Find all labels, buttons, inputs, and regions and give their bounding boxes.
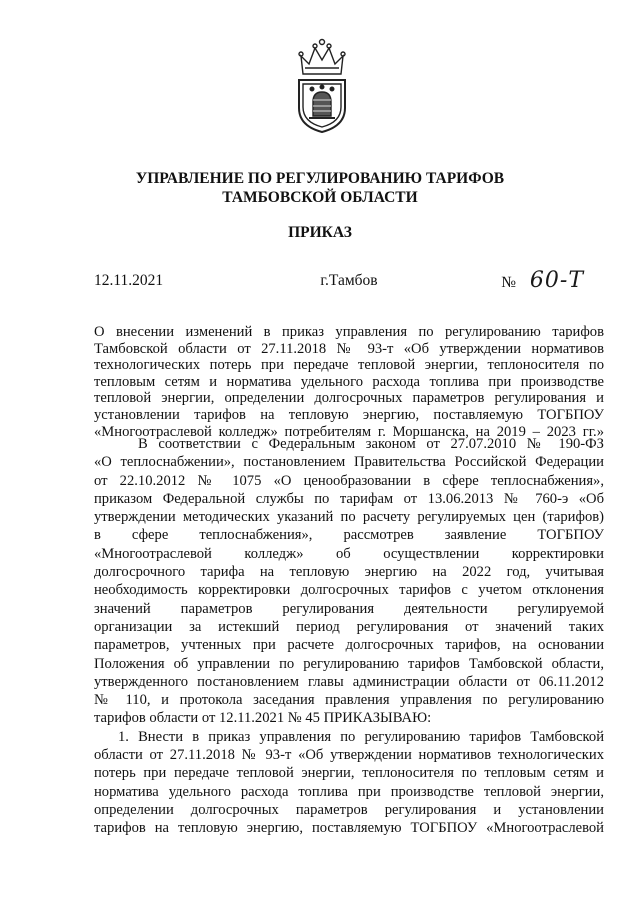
body-line: в сфере теплоснабжения», рассмотрев заявление ТОГБПОУ [94,527,604,544]
order-subject [94,324,604,440]
subject-line: тепловым сетям и норматива удельного расхода топлива при производстве [94,373,604,390]
organization-name-line2: ТАМБОВСКОЙ ОБЛАСТИ [222,189,418,206]
subject-line: тепловой энергии, определении долгосрочных параметров регулирования и [94,390,604,407]
body-line: тарифов на тепловую энергию, поставляемую ТОГБПОУ «Многоотраслевой [94,820,604,837]
body-line: 1. Внести в приказ управления по регулированию тарифов Тамбовской [118,728,604,745]
organization-name-line1: УПРАВЛЕНИЕ ПО РЕГУЛИРОВАНИЮ ТАРИФОВ [135,170,505,187]
handwritten-number: 60-Т [529,268,584,293]
body-line: приказом Федеральной службы по тарифам от 13.06.2013 № 760-э «Об [94,490,604,507]
document-type-title: ПРИКАЗ [288,224,352,241]
document-date: 12.11.2021 [94,272,164,289]
document-number [501,268,584,293]
subject-line: О внесении изменений в приказ управления по регулированию тарифов [94,324,604,340]
subject-line: установлении тарифов на тепловую энергию, поставляемую ТОГБПОУ [94,406,604,423]
body-line: тарифов области от 12.11.2021 № 45 ПРИКАЗЫВАЮ: [94,710,432,727]
body-line: Положения об управлении по регулированию тарифов Тамбовской области, [94,655,604,672]
body-line: параметров, учтенных при расчете долгосрочных тарифов, на основании [94,637,604,654]
body-line: долгосрочного тарифа на тепловую энергию на 2022 год, учитывая [94,564,604,581]
body-line: В соответствии с Федеральным законом от 27.07.2010 № 190-ФЗ [138,436,604,452]
coat-of-arms-icon [293,36,351,134]
body-line: норматива удельного расхода топлива при производстве тепловой энергии, [94,783,604,800]
body-line: области от 27.11.2018 № 93-т «Об утверждении нормативов технологических [94,747,604,764]
body-line: потерь при передаче тепловой энергии, теплоносителя по тепловым сетям и [94,765,604,782]
body-line: № 110, и протокола заседания правления управления по регулированию [94,692,604,709]
subject-line: Тамбовской области от 27.11.2018 № 93-т «Об утверждении нормативов [94,340,604,357]
subject-line: технологических потерь при передаче тепловой энергии, теплоносителя по [94,357,604,374]
document-meta-row [94,268,604,302]
subject-line: «Многоотраслевой колледж» потребителям г. Моршанска, на 2019 – 2023 гг.» [94,423,604,440]
number-sign: № [501,274,517,291]
body-line: утверждении методических указаний по расчету регулируемых цен (тарифов) [94,509,604,526]
body-line: организации за истекший период регулирования от значений таких [94,618,604,635]
document-city: г.Тамбов [320,272,378,289]
body-line: «Многоотраслевой колледж» об осуществлении корректировки [94,545,604,562]
order-body [94,435,604,838]
body-line: утвержденного постановлением главы администрации области от 06.11.2012 [94,673,604,690]
body-line: «О теплоснабжении», постановлением Правительства Российской Федерации [94,454,604,471]
body-line: значений параметров регулирования деятельности регулируемой [94,600,604,617]
body-line: от 22.10.2012 № 1075 «О ценообразовании в сфере теплоснабжения», [94,472,604,489]
body-line: необходимость корректировки долгосрочных тарифов с учетом отклонения [94,582,604,599]
body-line: определении долгосрочных параметров регулирования и установлении [94,801,604,818]
